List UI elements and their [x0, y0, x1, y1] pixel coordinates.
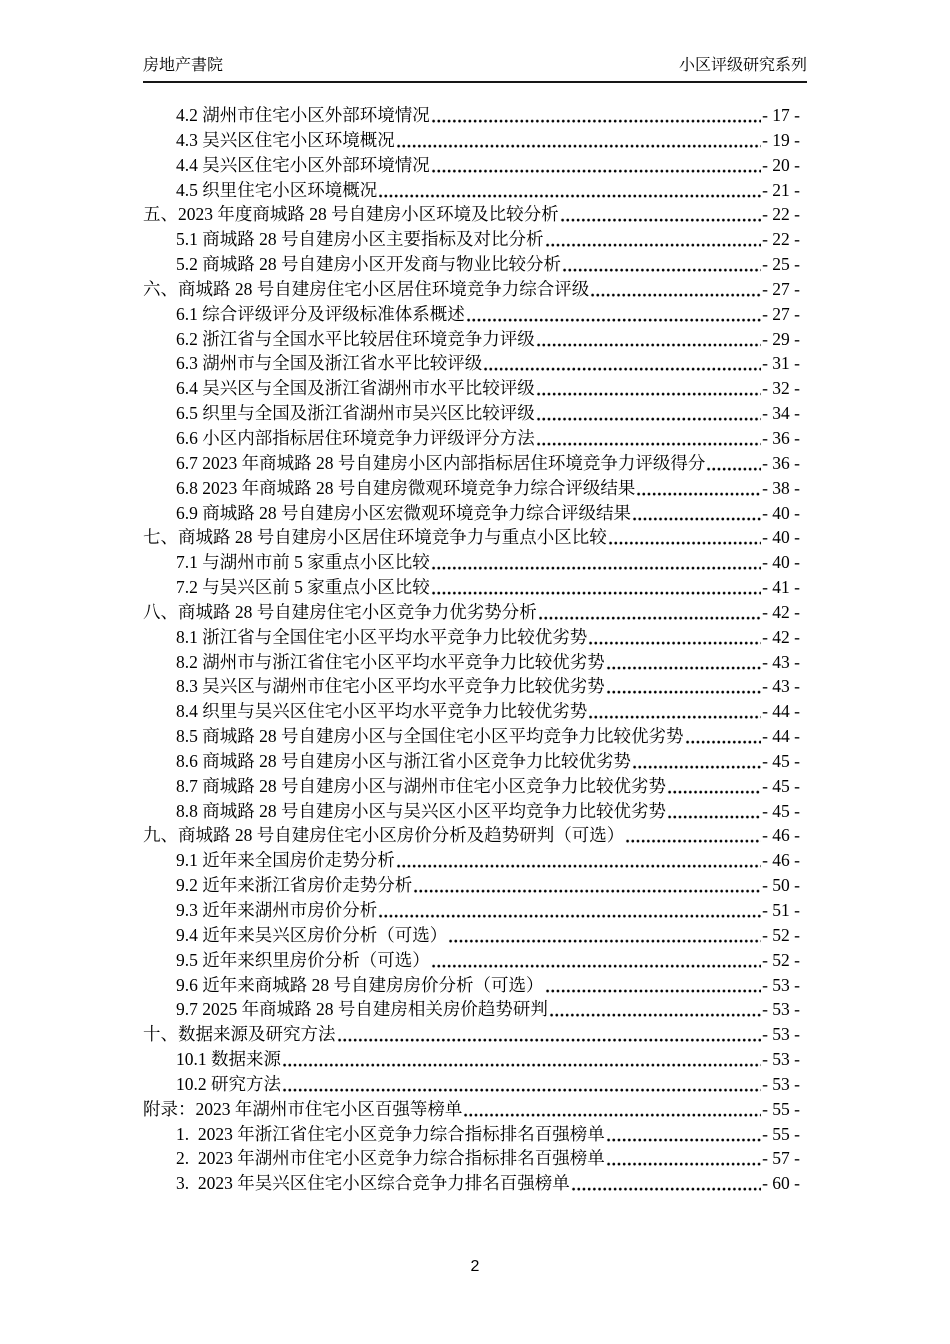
toc-entry-page-number: - 52 - [762, 949, 800, 970]
toc-dot-leader [632, 749, 761, 774]
toc-entry-label: 八、商城路 28 号自建房住宅小区竞争力优劣势分析 [143, 601, 537, 622]
toc-entry[interactable] [143, 476, 800, 501]
toc-entry[interactable] [143, 525, 800, 550]
toc-entry-label: 6.4 吴兴区与全国及浙江省湖州市水平比较评级 [176, 378, 535, 399]
toc-dot-leader [337, 1022, 762, 1047]
toc-entry-page-number: - 52 - [762, 924, 800, 945]
toc-entry-page-number: - 45 - [762, 750, 800, 771]
toc-entry-page-number: - 42 - [762, 601, 800, 622]
toc-entry[interactable] [143, 252, 800, 277]
toc-entry-page-number: - 25 - [762, 254, 800, 275]
toc-entry-page-number: - 43 - [762, 651, 800, 672]
toc-entry[interactable] [143, 376, 800, 401]
toc-entry-page-number: - 20 - [762, 154, 800, 175]
toc-entry[interactable] [143, 973, 800, 998]
toc-dot-leader [536, 376, 761, 401]
toc-dot-leader [538, 600, 761, 625]
toc-entry-label: 4.4 吴兴区住宅小区外部环境情况 [176, 154, 430, 175]
toc-entry-label: 8.6 商城路 28 号自建房小区与浙江省小区竞争力比较优劣势 [176, 750, 631, 771]
toc-dot-leader [606, 1146, 761, 1171]
toc-entry[interactable] [143, 699, 800, 724]
toc-dot-leader [413, 873, 761, 898]
toc-entry-label: 6.7 2023 年商城路 28 号自建房小区内部指标居住环境竞争力评级得分 [176, 452, 706, 473]
toc-dot-leader [588, 699, 761, 724]
toc-dot-leader [431, 103, 761, 128]
toc-entry-label: 十、数据来源及研究方法 [143, 1024, 336, 1045]
toc-dot-leader [636, 476, 761, 501]
toc-entry[interactable] [143, 277, 800, 302]
toc-entry[interactable] [143, 451, 800, 476]
toc-entry-page-number: - 36 - [762, 452, 800, 473]
toc-entry-label: 2. 2023 年湖州市住宅小区竞争力综合指标排名百强榜单 [176, 1148, 605, 1169]
toc-entry[interactable] [143, 674, 800, 699]
toc-entry-label: 8.5 商城路 28 号自建房小区与全国住宅小区平均竞争力比较优劣势 [176, 726, 684, 747]
toc-entry-label: 10.1 数据来源 [176, 1049, 281, 1070]
toc-entry[interactable] [143, 202, 800, 227]
toc-entry[interactable] [143, 327, 800, 352]
toc-entry[interactable] [143, 997, 800, 1022]
toc-entry-label: 8.2 湖州市与浙江省住宅小区平均水平竞争力比较优劣势 [176, 651, 605, 672]
toc-entry-label: 8.3 吴兴区与湖州市住宅小区平均水平竞争力比较优劣势 [176, 676, 605, 697]
toc-entry-page-number: - 40 - [762, 552, 800, 573]
toc-dot-leader [685, 724, 762, 749]
toc-entry-label: 8.7 商城路 28 号自建房小区与湖州市住宅小区竞争力比较优劣势 [176, 775, 666, 796]
toc-entry-label: 5.2 商城路 28 号自建房小区开发商与物业比较分析 [176, 254, 561, 275]
toc-entry[interactable] [143, 600, 800, 625]
toc-entry-label: 5.1 商城路 28 号自建房小区主要指标及对比分析 [176, 229, 544, 250]
footer-page-number: 2 [470, 1258, 480, 1275]
toc-entry-label: 附录：2023 年湖州市住宅小区百强等榜单 [143, 1098, 463, 1119]
toc-dot-leader [590, 277, 761, 302]
toc-entry-label: 6.5 织里与全国及浙江省湖州市吴兴区比较评级 [176, 403, 535, 424]
toc-dot-leader [706, 451, 761, 476]
toc-entry-label: 8.1 浙江省与全国住宅小区平均水平竞争力比较优劣势 [176, 626, 588, 647]
toc-entry-label: 九、商城路 28 号自建房住宅小区房价分析及趋势研判（可选） [143, 825, 625, 846]
toc-entry-page-number: - 45 - [762, 800, 800, 821]
toc-entry-label: 10.2 研究方法 [176, 1073, 281, 1094]
toc-entry[interactable] [143, 749, 800, 774]
toc-dot-leader [378, 898, 761, 923]
toc-dot-leader [536, 401, 761, 426]
toc-entry-page-number: - 19 - [762, 129, 800, 150]
toc-entry-page-number: - 44 - [762, 701, 800, 722]
toc-entry[interactable] [143, 1047, 800, 1072]
toc-entry-page-number: - 36 - [762, 427, 800, 448]
toc-entry-page-number: - 57 - [762, 1148, 800, 1169]
toc-entry-label: 9.4 近年来吴兴区房价分析（可选） [176, 924, 448, 945]
toc-entry[interactable] [143, 1146, 800, 1171]
toc-dot-leader [606, 674, 761, 699]
toc-entry-label: 9.7 2025 年商城路 28 号自建房相关房价趋势研判 [176, 999, 548, 1020]
page-header [143, 56, 807, 83]
toc-entry-page-number: - 51 - [762, 900, 800, 920]
toc-entry-label: 6.8 2023 年商城路 28 号自建房微观环境竞争力综合评级结果 [176, 477, 636, 498]
toc-entry[interactable] [143, 650, 800, 675]
toc-entry-page-number: - 53 - [762, 999, 800, 1020]
toc-entry[interactable] [143, 227, 800, 252]
toc-entry[interactable] [143, 1122, 800, 1147]
toc-dot-leader [536, 426, 761, 451]
toc-entry-label: 6.6 小区内部指标居住环境竞争力评级评分方法 [176, 427, 535, 448]
toc-dot-leader [625, 823, 761, 848]
toc-entry-page-number: - 55 - [762, 1098, 800, 1119]
header-left-text: 房地产書院 [143, 57, 224, 74]
toc-entry-page-number: - 31 - [762, 353, 800, 374]
toc-dot-leader [606, 1122, 761, 1147]
toc-dot-leader [483, 351, 761, 376]
toc-entry-page-number: - 53 - [762, 1049, 800, 1070]
toc-dot-leader [588, 625, 761, 650]
toc-dot-leader [545, 227, 762, 252]
toc-dot-leader [545, 973, 762, 998]
toc-entry-page-number: - 40 - [762, 527, 800, 548]
toc-entry-label: 8.4 织里与吴兴区住宅小区平均水平竞争力比较优劣势 [176, 701, 588, 722]
toc-dot-leader [448, 923, 761, 948]
toc-entry[interactable] [143, 873, 800, 898]
toc-entry-label: 6.3 湖州市与全国及浙江省水平比较评级 [176, 353, 483, 374]
toc-entry-page-number: - 27 - [762, 303, 800, 324]
toc-entry[interactable] [143, 1171, 800, 1196]
toc-entry-page-number: - 50 - [762, 875, 800, 896]
toc-entry-label: 6.2 浙江省与全国水平比较居住环境竞争力评级 [176, 328, 535, 349]
toc-dot-leader [378, 178, 761, 203]
toc-entry[interactable] [143, 401, 800, 426]
toc-entry[interactable] [143, 103, 800, 128]
toc-dot-leader [606, 650, 761, 675]
toc-dot-leader [282, 1072, 761, 1097]
toc-entry[interactable] [143, 426, 800, 451]
toc-entry[interactable] [143, 550, 800, 575]
toc-entry-page-number: - 40 - [762, 502, 800, 523]
toc-entry-page-number: - 22 - [762, 204, 800, 225]
page-footer [0, 1258, 950, 1276]
toc-entry-page-number: - 34 - [762, 403, 800, 424]
toc-entry[interactable] [143, 923, 800, 948]
toc-entry-page-number: - 46 - [762, 850, 800, 871]
toc-entry-page-number: - 53 - [762, 1073, 800, 1094]
toc-entry-page-number: - 42 - [762, 626, 800, 647]
toc-entry[interactable] [143, 774, 800, 799]
toc-dot-leader [560, 202, 761, 227]
toc-entry-label: 7.1 与湖州市前 5 家重点小区比较 [176, 552, 430, 573]
toc-entry[interactable] [143, 501, 800, 526]
toc-dot-leader [536, 327, 761, 352]
toc-entry-label: 1. 2023 年浙江省住宅小区竞争力综合指标排名百强榜单 [176, 1123, 605, 1144]
toc-entry-label: 9.3 近年来湖州市房价分析 [176, 900, 378, 920]
toc-entry-label: 4.2 湖州市住宅小区外部环境情况 [176, 105, 430, 125]
toc-entry-page-number: - 45 - [762, 775, 800, 796]
toc-dot-leader [549, 997, 761, 1022]
header-right-text: 小区评级研究系列 [678, 57, 807, 74]
toc-entry[interactable] [143, 302, 800, 327]
toc-entry-label: 五、2023 年度商城路 28 号自建房小区环境及比较分析 [143, 204, 559, 225]
toc-entry[interactable] [143, 178, 800, 203]
toc-entry-page-number: - 38 - [762, 477, 800, 498]
toc-dot-leader [396, 848, 761, 873]
toc-dot-leader [431, 550, 761, 575]
toc-entry-page-number: - 32 - [762, 378, 800, 399]
toc-entry-page-number: - 46 - [762, 825, 800, 846]
toc-entry-page-number: - 53 - [762, 974, 800, 995]
toc-entry-label: 七、商城路 28 号自建房小区居住环境竞争力与重点小区比较 [143, 527, 607, 548]
toc-dot-leader [562, 252, 761, 277]
toc-dot-leader [431, 575, 761, 600]
toc-entry-label: 3. 2023 年吴兴区住宅小区综合竞争力排名百强榜单 [176, 1173, 570, 1194]
toc-entry[interactable] [143, 153, 800, 178]
toc-entry-page-number: - 53 - [762, 1024, 800, 1045]
toc-dot-leader [282, 1047, 761, 1072]
toc-entry-page-number: - 60 - [762, 1173, 800, 1194]
toc-entry-label: 7.2 与吴兴区前 5 家重点小区比较 [176, 577, 430, 598]
toc-dot-leader [463, 1097, 761, 1122]
toc-dot-leader [431, 948, 761, 973]
toc-entry[interactable] [143, 898, 800, 923]
toc-entry[interactable] [143, 1097, 800, 1122]
toc-entry-page-number: - 17 - [762, 105, 800, 125]
toc-entry-label: 6.9 商城路 28 号自建房小区宏微观环境竞争力综合评级结果 [176, 502, 631, 523]
toc-entry[interactable] [143, 1022, 800, 1047]
toc-entry-label: 4.5 织里住宅小区环境概况 [176, 179, 378, 200]
toc-entry-page-number: - 55 - [762, 1123, 800, 1144]
toc-entry[interactable] [143, 848, 800, 873]
toc-entry-label: 9.1 近年来全国房价走势分析 [176, 850, 395, 871]
toc-entry[interactable] [143, 625, 800, 650]
toc-entry-label: 9.5 近年来织里房价分析（可选） [176, 949, 430, 970]
toc-entry[interactable] [143, 1072, 800, 1097]
toc-entry-page-number: - 41 - [762, 577, 800, 598]
toc-entry[interactable] [143, 128, 800, 153]
toc-entry[interactable] [143, 948, 800, 973]
toc-dot-leader [667, 774, 761, 799]
toc-entry-page-number: - 44 - [762, 726, 800, 747]
toc-entry[interactable] [143, 724, 800, 749]
toc-dot-leader [632, 501, 761, 526]
toc-entry-page-number: - 22 - [762, 229, 800, 250]
toc-entry-page-number: - 29 - [762, 328, 800, 349]
toc-dot-leader [431, 153, 761, 178]
toc-entry-label: 9.2 近年来浙江省房价走势分析 [176, 875, 413, 896]
toc-entry-page-number: - 43 - [762, 676, 800, 697]
toc-entry[interactable] [143, 575, 800, 600]
toc-dot-leader [396, 128, 761, 153]
toc-entry[interactable] [143, 351, 800, 376]
toc-entry-label: 6.1 综合评级评分及评级标准体系概述 [176, 303, 465, 324]
toc-entry[interactable] [143, 799, 800, 824]
toc-entry-label: 8.8 商城路 28 号自建房小区与吴兴区小区平均竞争力比较优劣势 [176, 800, 666, 821]
toc-dot-leader [608, 525, 761, 550]
toc-dot-leader [667, 799, 761, 824]
toc-dot-leader [466, 302, 761, 327]
toc-dot-leader [571, 1171, 761, 1196]
toc-entry-label: 六、商城路 28 号自建房住宅小区居住环境竞争力综合评级 [143, 278, 590, 299]
toc-entry-label: 9.6 近年来商城路 28 号自建房房价分析（可选） [176, 974, 544, 995]
table-of-contents [143, 103, 800, 1196]
toc-entry-label: 4.3 吴兴区住宅小区环境概况 [176, 129, 395, 150]
toc-entry-page-number: - 21 - [762, 179, 800, 200]
toc-entry[interactable] [143, 823, 800, 848]
toc-entry-page-number: - 27 - [762, 278, 800, 299]
